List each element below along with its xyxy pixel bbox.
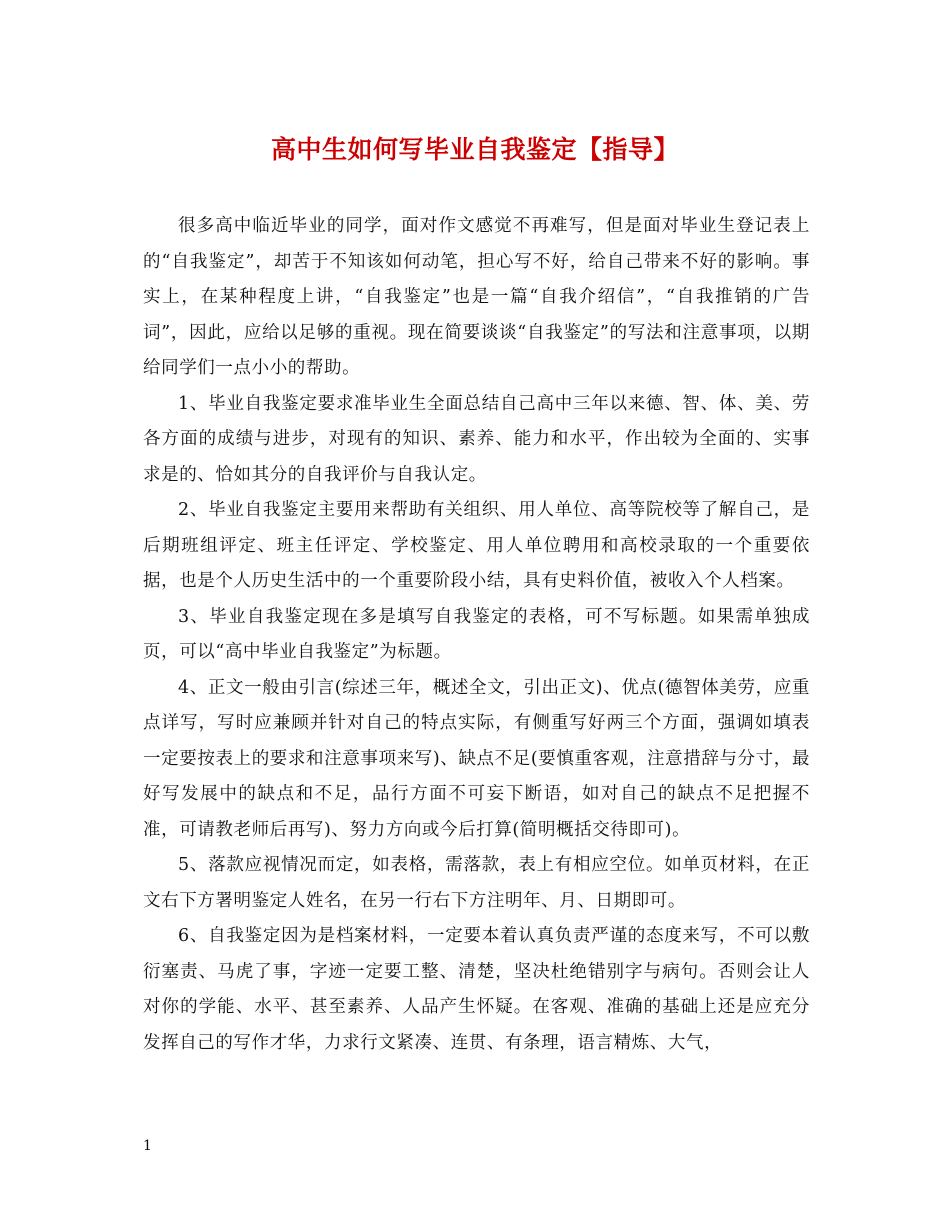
- document-title: 高中生如何写毕业自我鉴定【指导】: [270, 135, 679, 164]
- point-3-paragraph: 3、毕业自我鉴定现在多是填写自我鉴定的表格，可不写标题。如果需单独成页，可以“高中毕业自我鉴定”为标题。: [143, 606, 810, 662]
- page-number: 1: [143, 1138, 152, 1154]
- point-2-paragraph: 2、毕业自我鉴定主要用来帮助有关组织、用人单位、高等院校等了解自己，是后期班组评定、班主任评定、学校鉴定、用人单位聘用和高校录取的一个重要依据，也是个人历史生活中的一个重要阶段小结，具有史料价值，被收入个人档案。: [143, 500, 810, 591]
- point-5-paragraph: 5、落款应视情况而定，如表格，需落款，表上有相应空位。如单页材料，在正文右下方署明鉴定人姓名，在另一行右下方注明年、月、日期即可。: [143, 855, 810, 911]
- point-1-paragraph: 1、毕业自我鉴定要求准毕业生全面总结自己高中三年以来德、智、体、美、劳各方面的成绩与进步，对现有的知识、素养、能力和水平，作出较为全面的、实事求是的、恰如其分的自我评价与自我认定。: [143, 393, 810, 485]
- point-4-paragraph: 4、正文一般由引言(综述三年，概述全文，引出正文)、优点(德智体美劳，应重点详写，写时应兼顾并针对自己的特点实际，有侧重写好两三个方面，强调如填表一定要按表上的要求和注意事项来写)、缺点不足(要慎重客观，注意措辞与分寸，最好写发展中的缺点和不足，品行方面不可妄下断语，如对自己的缺点不足把握不准，可请教老师后再写)、努力方向或今后打算(简明概括交待即可)。: [143, 677, 810, 840]
- document-body: [143, 209, 810, 1061]
- point-6-paragraph: 6、自我鉴定因为是档案材料，一定要本着认真负责严谨的态度来写，不可以敷衍塞责、马虎了事，字迹一定要工整、清楚，坚决杜绝错别字与病句。否则会让人对你的学能、水平、甚至素养、人品产生怀疑。在客观、准确的基础上还是应充分发挥自己的写作才华，力求行文紧凑、连贯、有条理，语言精炼、大气，: [143, 926, 810, 1053]
- intro-paragraph: 很多高中临近毕业的同学，面对作文感觉不再难写，但是面对毕业生登记表上的“自我鉴定”，却苦于不知该如何动笔，担心写不好，给自己带来不好的影响。事实上，在某种程度上讲，“自我鉴定”也是一篇“自我介绍信”，“自我推销的广告词”，因此，应给以足够的重视。现在简要谈谈“自我鉴定”的写法和注意事项，以期给同学们一点小小的帮助。: [143, 216, 810, 378]
